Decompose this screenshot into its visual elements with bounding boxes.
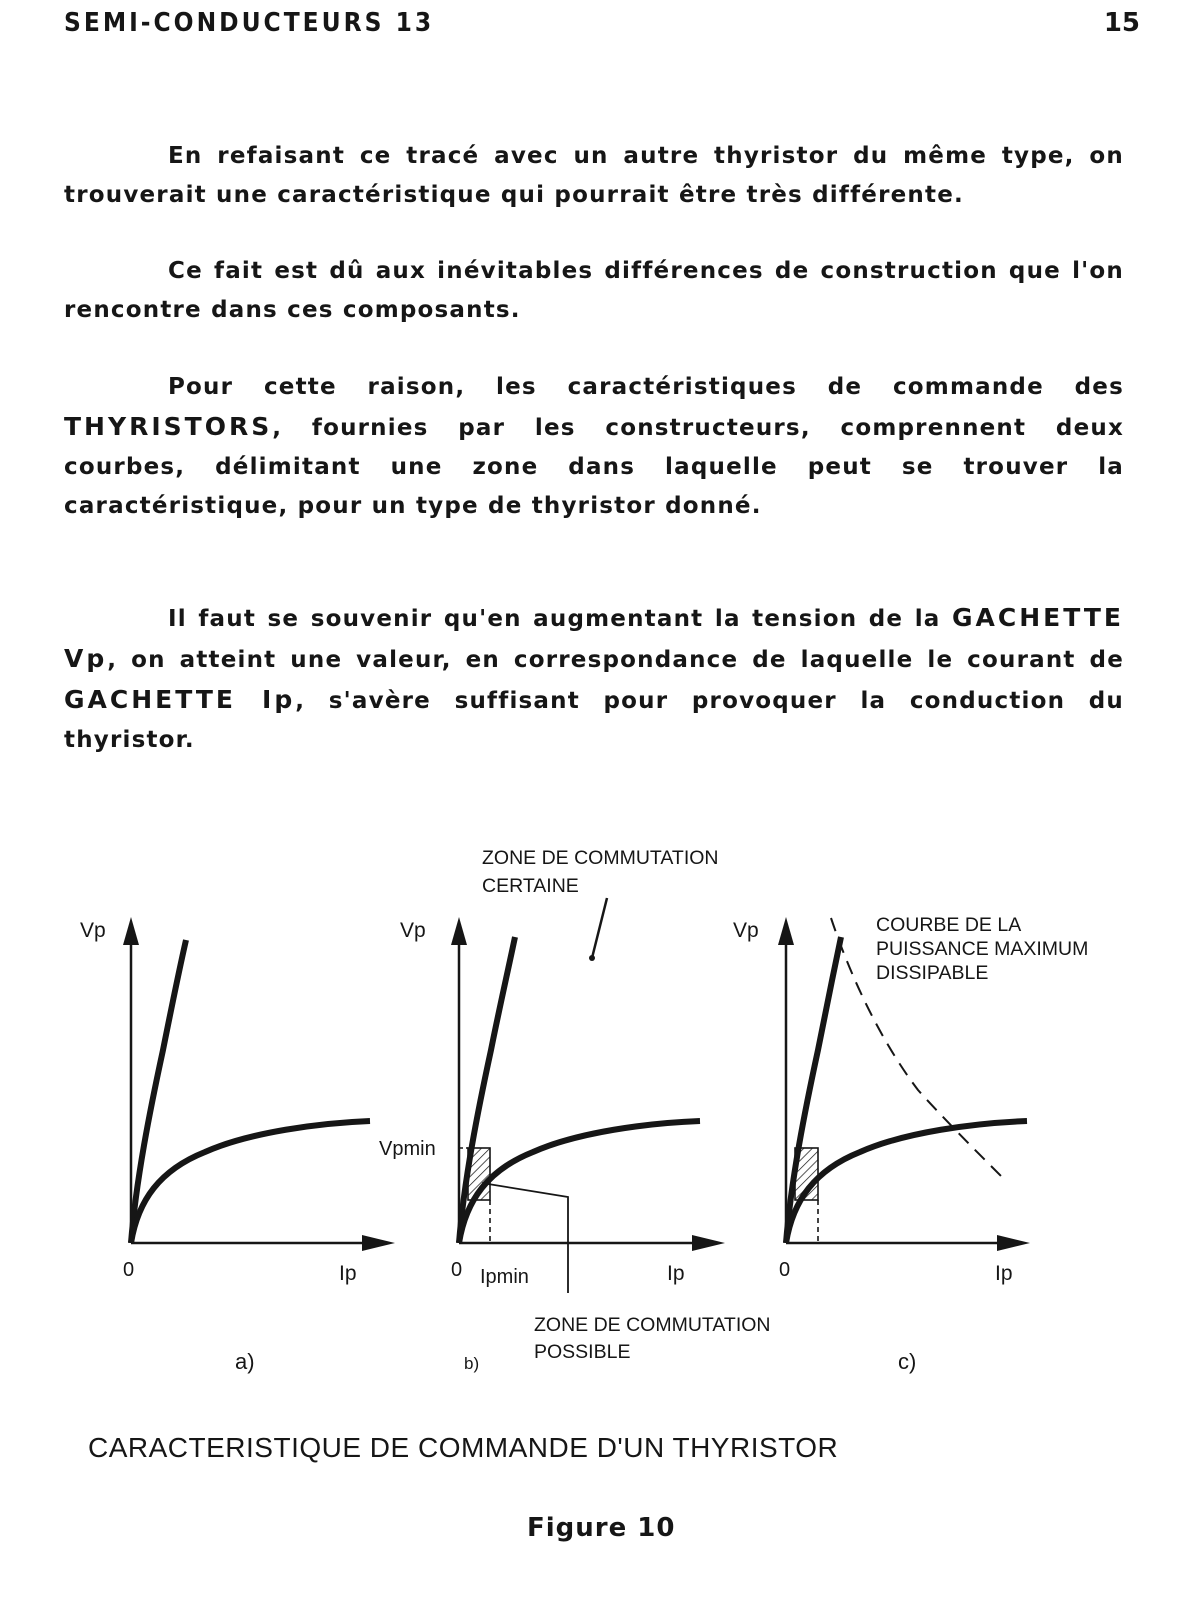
panel-b xyxy=(379,847,771,1373)
paragraph-2-text: Ce fait est dû aux inévitables différences de construction que l'on rencontre dans ces composants. xyxy=(64,258,1124,323)
panel-c-x-arrow xyxy=(997,1235,1030,1251)
panel-a-y-arrow xyxy=(123,917,139,945)
panel-b-zone-certaine-line2: CERTAINE xyxy=(482,875,579,897)
paragraph-4 xyxy=(64,598,1124,760)
paragraph-1-text: En refaisant ce tracé avec un autre thyristor du même type, on trouverait une caractéristique qui pourrait être très différente. xyxy=(64,143,1124,208)
panel-b-zone-certaine-leader xyxy=(592,898,607,958)
figure-10-diagram xyxy=(0,830,1200,1410)
paragraph-3 xyxy=(64,368,1124,526)
figure-number: Figure 10 xyxy=(527,1513,676,1543)
panel-c-x-label: Ip xyxy=(995,1262,1013,1285)
panel-b-vpmin-label: Vpmin xyxy=(379,1138,436,1160)
panel-a-sub-label: a) xyxy=(235,1349,255,1374)
panel-c-origin: 0 xyxy=(779,1259,791,1281)
panel-c-power-curve-line1: COURBE DE LA xyxy=(876,914,1022,936)
paragraph-4-text-a: Il faut se souvenir qu'en augmentant la tension de la xyxy=(168,606,953,632)
panel-c-y-label: Vp xyxy=(733,919,759,942)
panel-b-x-label: Ip xyxy=(667,1262,685,1285)
page-header xyxy=(64,8,1140,48)
paragraph-4-text-c: , s'avère suffisant pour provoquer la conduction du thyristor. xyxy=(64,688,1124,753)
panel-c-sub-label: c) xyxy=(898,1349,917,1374)
figure-caption: CARACTERISTIQUE DE COMMANDE D'UN THYRISTOR xyxy=(88,1432,839,1463)
panel-b-zone-certaine-line1: ZONE DE COMMUTATION xyxy=(482,847,719,869)
panel-c-power-curve-line3: DISSIPABLE xyxy=(876,962,989,984)
paragraph-2 xyxy=(64,252,1124,330)
panel-a-origin: 0 xyxy=(123,1259,135,1281)
panel-b-y-label: Vp xyxy=(400,919,426,942)
panel-a xyxy=(80,917,395,1374)
panel-c xyxy=(733,914,1088,1374)
panel-b-x-arrow xyxy=(692,1235,725,1251)
section-title: SEMI-CONDUCTEURS 13 xyxy=(64,8,435,38)
keyword-gachette-ip: GACHETTE Ip xyxy=(64,685,296,714)
panel-b-flat-curve xyxy=(459,1121,700,1243)
panel-b-zone-possible-line2: POSSIBLE xyxy=(534,1341,631,1363)
panel-a-x-arrow xyxy=(362,1235,395,1251)
panel-a-y-label: Vp xyxy=(80,919,106,942)
paragraph-3-text-a: Pour cette raison, les caractéristiques de commande des xyxy=(168,374,1124,400)
keyword-gachette-vp: GACHETTE Vp xyxy=(64,603,1124,673)
panel-b-zone-possible-line1: ZONE DE COMMUTATION xyxy=(534,1314,771,1336)
panel-c-flat-curve xyxy=(786,1121,1027,1243)
panel-a-x-label: Ip xyxy=(339,1262,357,1285)
panel-b-ipmin-label: Ipmin xyxy=(480,1266,529,1288)
panel-a-steep-curve xyxy=(131,940,186,1243)
keyword-thyristors: THYRISTORS xyxy=(64,412,273,441)
paragraph-1 xyxy=(64,137,1124,215)
panel-c-power-curve-line2: PUISSANCE MAXIMUM xyxy=(876,938,1089,960)
paragraph-4-text-b: , on atteint une valeur, en correspondance de laquelle le courant de xyxy=(107,647,1124,673)
panel-c-y-arrow xyxy=(778,917,794,945)
paragraph-3-text-b: , fournies par les constructeurs, comprennent deux courbes, délimitant une zone dans laquelle peut se trouver la caractéristique, pour un type de thyristor donné. xyxy=(64,415,1124,519)
panel-b-sub-label: b) xyxy=(464,1354,480,1373)
page-number: 15 xyxy=(1103,8,1140,38)
panel-b-zone-certaine-dot xyxy=(589,955,595,961)
panel-a-flat-curve xyxy=(131,1121,370,1243)
panel-b-origin: 0 xyxy=(451,1259,463,1281)
panel-b-y-arrow xyxy=(451,917,467,945)
